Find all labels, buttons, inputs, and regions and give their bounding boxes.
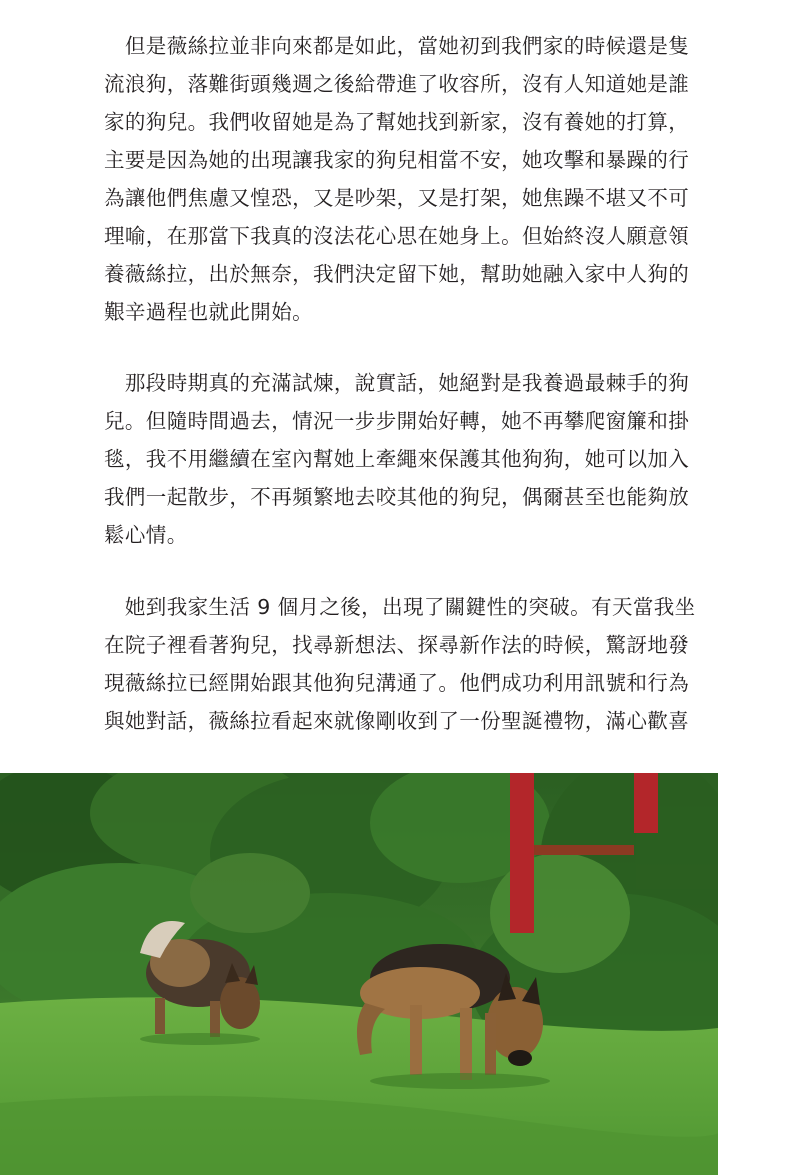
- text-line: 為讓他們焦慮又惶恐，又是吵架，又是打架，她焦躁不堪又不可: [104, 186, 690, 210]
- text-line: 她到我家生活 9 個月之後，出現了關鍵性的突破。有天當我坐: [104, 595, 696, 619]
- text-line: 理喻，在那當下我真的沒法花心思在她身上。但始終沒人願意領: [104, 224, 690, 248]
- text-line: 與她對話，薇絲拉看起來就像剛收到了一份聖誕禮物，滿心歡喜: [104, 709, 690, 733]
- red-post: [634, 773, 658, 833]
- paragraph-2: [104, 364, 718, 554]
- photo-illustration: [0, 773, 718, 1175]
- text-line: 在院子裡看著狗兒，找尋新想法、探尋新作法的時候，驚訝地發: [104, 633, 690, 657]
- paragraph-1: [104, 27, 718, 331]
- pergola-beam: [534, 845, 634, 855]
- red-post: [510, 773, 534, 933]
- garden-dogs-photo: [0, 773, 718, 1175]
- text-line: 但是薇絲拉並非向來都是如此，當她初到我們家的時候還是隻: [104, 34, 690, 58]
- text-line: 艱辛過程也就此開始。: [104, 300, 313, 324]
- paragraph-3: [104, 588, 718, 740]
- text-line: 兒。但隨時間過去，情況一步步開始好轉，她不再攀爬窗簾和掛: [104, 409, 690, 433]
- text-line: 現薇絲拉已經開始跟其他狗兒溝通了。他們成功利用訊號和行為: [104, 671, 690, 695]
- text-line: 我們一起散步，不再頻繁地去咬其他的狗兒，偶爾甚至也能夠放: [104, 485, 690, 509]
- text-line: 鬆心情。: [104, 523, 188, 547]
- text-line: 養薇絲拉，出於無奈，我們決定留下她，幫助她融入家中人狗的: [104, 262, 690, 286]
- text-line: 家的狗兒。我們收留她是為了幫她找到新家，沒有養她的打算，: [104, 110, 690, 134]
- text-line: 毯，我不用繼續在室內幫她上牽繩來保護其他狗狗，她可以加入: [104, 447, 690, 471]
- text-line: 那段時期真的充滿試煉，說實話，她絕對是我養過最棘手的狗: [104, 371, 690, 395]
- text-line: 流浪狗，落難街頭幾週之後給帶進了收容所，沒有人知道她是誰: [104, 72, 690, 96]
- text-line: 主要是因為她的出現讓我家的狗兒相當不安，她攻擊和暴躁的行: [104, 148, 690, 172]
